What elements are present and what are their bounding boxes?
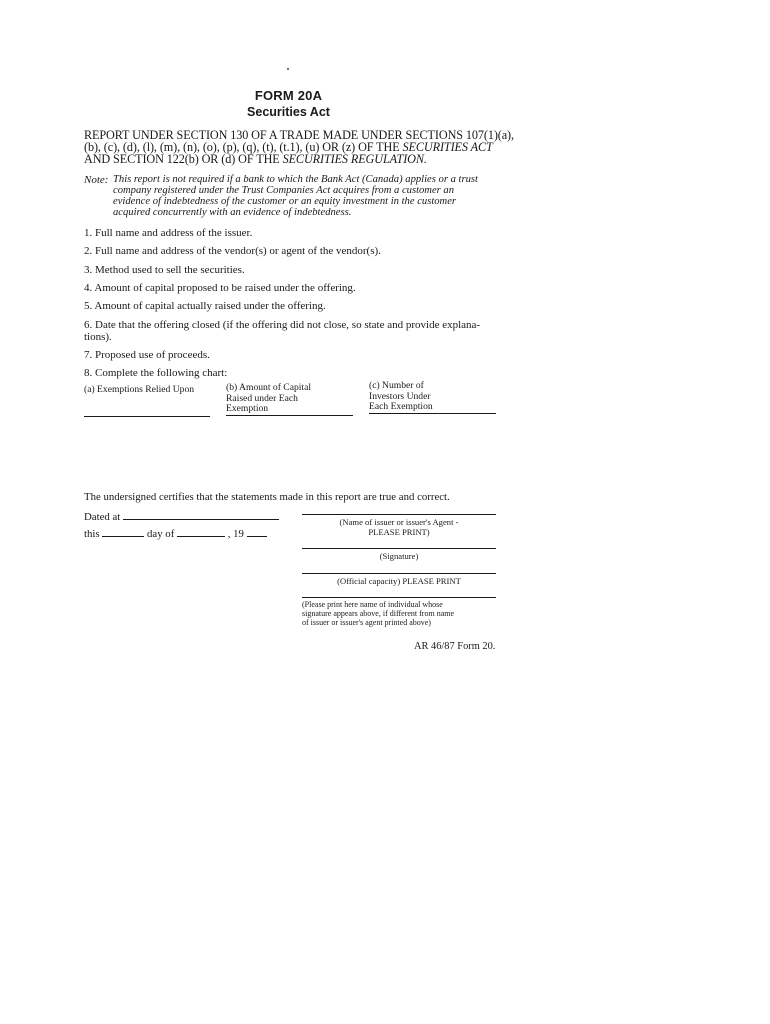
heading-regulation-name: SECURITIES REGULATION. — [282, 152, 427, 166]
issuer-name-line[interactable] — [302, 514, 496, 515]
individual-name-caption — [302, 600, 454, 627]
year-prefix-label: , 19 — [227, 528, 244, 540]
form-subtitle: Securities Act — [247, 105, 330, 119]
official-capacity-line[interactable] — [302, 573, 496, 574]
chart-column-c-label — [369, 381, 433, 413]
individual-caption-line-2: signature appears above, if different from name — [302, 609, 455, 618]
individual-caption-line-1: (Please print here name of individual whose — [302, 600, 443, 609]
item-8: 8. Complete the following chart: — [84, 367, 228, 379]
year-blank[interactable] — [247, 528, 267, 537]
item-1: 1. Full name and address of the issuer. — [84, 227, 253, 239]
dated-at-field[interactable] — [84, 511, 279, 523]
dated-at-label: Dated at — [84, 511, 121, 523]
column-c-line-2: Investors Under — [369, 390, 431, 402]
item-6: 6. Date that the offering closed (if the offering did not close, so state and provide explana- — [84, 319, 481, 331]
this-label: this — [84, 528, 100, 540]
certification-statement: The undersigned certifies that the statements made in this report are true and correct. — [84, 491, 450, 503]
issuer-caption-line-2: PLEASE PRINT) — [368, 526, 430, 537]
issuer-caption-line-1: (Name of issuer or issuer's Agent - — [339, 517, 459, 527]
chart-column-c-rule — [369, 413, 496, 414]
item-2: 2. Full name and address of the vendor(s) or agent of the vendor(s). — [84, 245, 381, 257]
heading-line-2-text: (b), (c), (d), (l), (m), (n), (o), (p), (q), (t), (t.1), (u) OR (z) OF THE — [84, 140, 403, 154]
signature-line[interactable] — [302, 548, 496, 549]
form-code: AR 46/87 Form 20. — [414, 641, 496, 652]
official-capacity-caption: (Official capacity) PLEASE PRINT — [337, 576, 461, 586]
chart-column-b-rule — [226, 415, 353, 416]
day-blank[interactable] — [102, 528, 144, 537]
day-of-label: day of — [147, 528, 175, 540]
item-7: 7. Proposed use of proceeds. — [84, 349, 210, 361]
signature-caption: (Signature) — [379, 551, 419, 561]
chart-column-a-rule — [84, 416, 210, 417]
note-line-2: company registered under the Trust Companies Act acquires from a customer an — [113, 185, 455, 196]
note-label: Note: — [84, 174, 109, 186]
report-heading-line-3 — [84, 154, 427, 166]
note-line-3: evidence of indebtedness of the customer or an equity investment in the customer — [113, 196, 457, 207]
form-title: FORM 20A — [254, 88, 323, 103]
item-6-continued: tions). — [84, 331, 112, 343]
column-b-line-1: (b) Amount of Capital — [226, 382, 311, 393]
report-heading-line-1: REPORT UNDER SECTION 130 OF A TRADE MADE UNDER SECTIONS 107(1)(a), — [84, 128, 514, 142]
item-4: 4. Amount of capital proposed to be raised under the offering. — [84, 282, 356, 294]
chart-column-b-label — [226, 383, 311, 415]
column-c-line-3: Each Exemption — [369, 401, 433, 413]
date-line — [84, 528, 267, 540]
issuer-name-caption — [302, 518, 496, 537]
month-blank[interactable] — [177, 528, 225, 537]
item-3: 3. Method used to sell the securities. — [84, 264, 245, 276]
scan-speck — [287, 68, 289, 70]
individual-caption-line-3: of issuer or issuer's agent printed above) — [302, 618, 431, 627]
column-b-line-2: Raised under Each — [226, 392, 298, 404]
item-5: 5. Amount of capital actually raised under the offering. — [84, 300, 326, 312]
column-c-line-1: (c) Number of — [369, 380, 424, 391]
column-b-line-3: Exemption — [226, 403, 269, 415]
individual-name-line[interactable] — [302, 597, 496, 598]
dated-at-blank[interactable] — [123, 511, 279, 520]
chart-column-a-label: (a) Exemptions Relied Upon — [84, 384, 195, 395]
note-line-1: This report is not required if a bank to which the Bank Act (Canada) applies or a trust — [113, 174, 478, 185]
note-line-4: acquired concurrently with an evidence of indebtedness. — [113, 207, 352, 218]
heading-line-3-text: AND SECTION 122(b) OR (d) OF THE — [84, 152, 283, 166]
heading-act-name: SECURITIES ACT — [402, 140, 493, 154]
